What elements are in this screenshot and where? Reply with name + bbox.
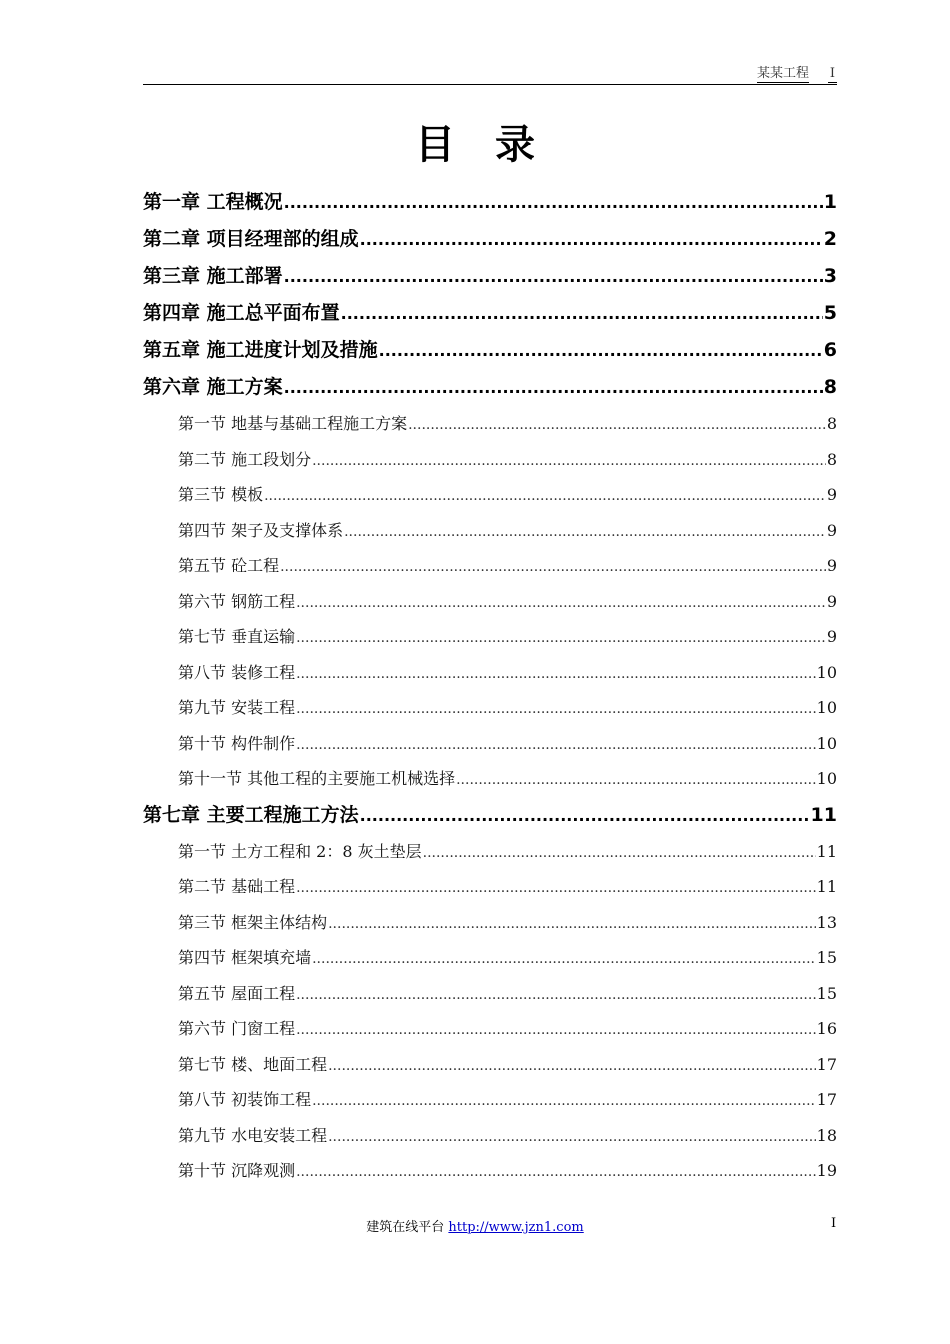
toc-entry-label: 第五节 砼工程 [178, 556, 280, 575]
toc-section-entry[interactable] [143, 655, 837, 691]
toc-dot-leader [341, 295, 823, 332]
toc-page-number: 1 [823, 191, 837, 213]
toc-dot-leader [284, 369, 823, 406]
toc-chapter-entry[interactable] [143, 797, 837, 834]
toc-entry-label: 第五节 屋面工程 [178, 983, 296, 1003]
toc-dot-leader [296, 728, 816, 764]
toc-dot-leader [328, 1120, 816, 1156]
toc-dot-leader [296, 657, 816, 693]
toc-entry-label: 第七节 垂直运输 [178, 627, 296, 646]
toc-page-number: 8 [823, 376, 837, 398]
document-title: 目录 [415, 122, 575, 168]
toc-entry-label: 第十一节 其他工程的主要施工机械选择 [178, 769, 456, 788]
toc-page-number: 10 [816, 698, 837, 717]
toc-dot-leader [312, 444, 826, 480]
toc-page-number: 10 [816, 662, 837, 682]
toc-page-number: 9 [826, 627, 837, 646]
toc-section-entry[interactable] [143, 1118, 837, 1154]
toc-entry-label: 第四节 架子及支撑体系 [178, 520, 344, 540]
toc-dot-leader [328, 907, 816, 943]
toc-section-entry[interactable] [143, 726, 837, 762]
toc-entry-label: 第二节 基础工程 [178, 877, 296, 896]
toc-dot-leader [284, 258, 823, 295]
footer-text: 建筑在线平台 [366, 1220, 449, 1235]
header-page-number: I [829, 66, 835, 81]
toc-dot-leader [296, 586, 826, 622]
toc-entry-label: 第一节 土方工程和 2：8 灰土垫层 [178, 841, 422, 861]
toc-section-entry[interactable] [143, 905, 837, 941]
toc-page-number: 19 [816, 1161, 837, 1180]
toc-section-entry[interactable] [143, 1082, 837, 1118]
toc-chapter-entry[interactable] [143, 369, 837, 406]
toc-section-entry[interactable] [143, 406, 837, 442]
toc-entry-label: 第二节 施工段划分 [178, 449, 312, 469]
page-header [143, 66, 837, 85]
toc-chapter-entry[interactable] [143, 332, 837, 369]
toc-page-number: 8 [826, 414, 837, 433]
toc-dot-leader [328, 1049, 816, 1085]
toc-entry-label: 第四章 施工总平面布置 [143, 302, 340, 324]
toc-section-entry[interactable] [143, 690, 837, 726]
toc-section-entry[interactable] [143, 761, 837, 797]
toc-section-entry[interactable] [143, 513, 837, 549]
toc-page-number: 17 [816, 1054, 837, 1074]
toc-page-number: 15 [816, 948, 837, 967]
header-title: 某某工程 [756, 66, 809, 81]
toc-page-number: 9 [826, 520, 837, 540]
table-of-contents [143, 184, 837, 1189]
toc-dot-leader [264, 479, 826, 515]
toc-entry-label: 第七节 楼、地面工程 [178, 1054, 328, 1074]
toc-page-number: 18 [816, 1125, 837, 1145]
toc-dot-leader [296, 1155, 816, 1191]
toc-entry-label: 第八节 装修工程 [178, 662, 296, 682]
toc-page-number: 16 [816, 1019, 837, 1038]
toc-dot-leader [296, 1013, 816, 1049]
footer-page-number: I [831, 1216, 837, 1231]
toc-page-number: 9 [826, 556, 837, 575]
toc-entry-label: 第九节 安装工程 [178, 698, 296, 717]
toc-section-entry[interactable] [143, 1047, 837, 1083]
toc-entry-label: 第四节 框架填充墙 [178, 948, 312, 967]
toc-page-number: 5 [823, 302, 837, 324]
toc-page-number: 11 [816, 841, 837, 861]
toc-entry-label: 第三节 框架主体结构 [178, 912, 328, 932]
toc-dot-leader [456, 763, 816, 799]
toc-page-number: 11 [816, 877, 837, 896]
toc-section-entry[interactable] [143, 834, 837, 870]
toc-section-entry[interactable] [143, 1153, 837, 1189]
toc-page-number: 2 [823, 228, 837, 250]
toc-dot-leader [312, 942, 816, 978]
toc-dot-leader [284, 184, 823, 221]
toc-dot-leader [280, 550, 826, 586]
toc-page-number: 8 [826, 449, 837, 469]
toc-entry-label: 第十节 沉降观测 [178, 1161, 296, 1180]
toc-dot-leader [379, 332, 823, 369]
toc-dot-leader [360, 221, 823, 258]
toc-chapter-entry[interactable] [143, 295, 837, 332]
toc-section-entry[interactable] [143, 940, 837, 976]
toc-dot-leader [360, 797, 810, 834]
toc-dot-leader [408, 408, 826, 444]
toc-entry-label: 第八节 初装饰工程 [178, 1090, 312, 1109]
toc-section-entry[interactable] [143, 1011, 837, 1047]
toc-section-entry[interactable] [143, 477, 837, 513]
footer-text-group [0, 1216, 950, 1235]
toc-entry-label: 第一节 地基与基础工程施工方案 [178, 414, 408, 433]
toc-dot-leader [296, 692, 816, 728]
toc-section-entry[interactable] [143, 976, 837, 1012]
toc-dot-leader [296, 871, 816, 907]
toc-entry-label: 第六节 门窗工程 [178, 1019, 296, 1038]
toc-dot-leader [296, 978, 816, 1014]
toc-section-entry[interactable] [143, 869, 837, 905]
toc-entry-label: 第五章 施工进度计划及措施 [143, 339, 378, 361]
toc-entry-label: 第三节 模板 [178, 485, 264, 504]
toc-section-entry[interactable] [143, 442, 837, 478]
toc-page-number: 9 [826, 591, 837, 611]
footer-link[interactable]: http://www.jzn1.com [448, 1220, 584, 1235]
toc-chapter-entry[interactable] [143, 184, 837, 221]
toc-entry-label: 第七章 主要工程施工方法 [143, 803, 359, 826]
toc-dot-leader [296, 621, 826, 657]
toc-chapter-entry[interactable] [143, 221, 837, 258]
toc-entry-label: 第六章 施工方案 [143, 376, 283, 398]
toc-page-number: 17 [816, 1090, 837, 1109]
toc-entry-label: 第十节 构件制作 [178, 733, 296, 753]
toc-page-number: 10 [816, 733, 837, 753]
toc-page-number: 6 [823, 339, 837, 361]
toc-page-number: 9 [826, 485, 837, 504]
toc-entry-label: 第一章 工程概况 [143, 191, 283, 213]
toc-dot-leader [344, 515, 826, 551]
toc-section-entry[interactable] [143, 584, 837, 620]
toc-section-entry[interactable] [143, 619, 837, 655]
toc-page-number: 15 [816, 983, 837, 1003]
toc-page-number: 10 [816, 769, 837, 788]
toc-page-number: 13 [816, 912, 837, 932]
toc-dot-leader [312, 1084, 816, 1120]
toc-entry-label: 第三章 施工部署 [143, 265, 283, 287]
toc-entry-label: 第九节 水电安装工程 [178, 1125, 328, 1145]
toc-entry-label: 第六节 钢筋工程 [178, 591, 296, 611]
toc-section-entry[interactable] [143, 548, 837, 584]
toc-dot-leader [423, 836, 816, 872]
toc-page-number: 3 [823, 265, 837, 287]
toc-page-number: 11 [810, 803, 837, 826]
toc-chapter-entry[interactable] [143, 258, 837, 295]
toc-entry-label: 第二章 项目经理部的组成 [143, 228, 359, 250]
